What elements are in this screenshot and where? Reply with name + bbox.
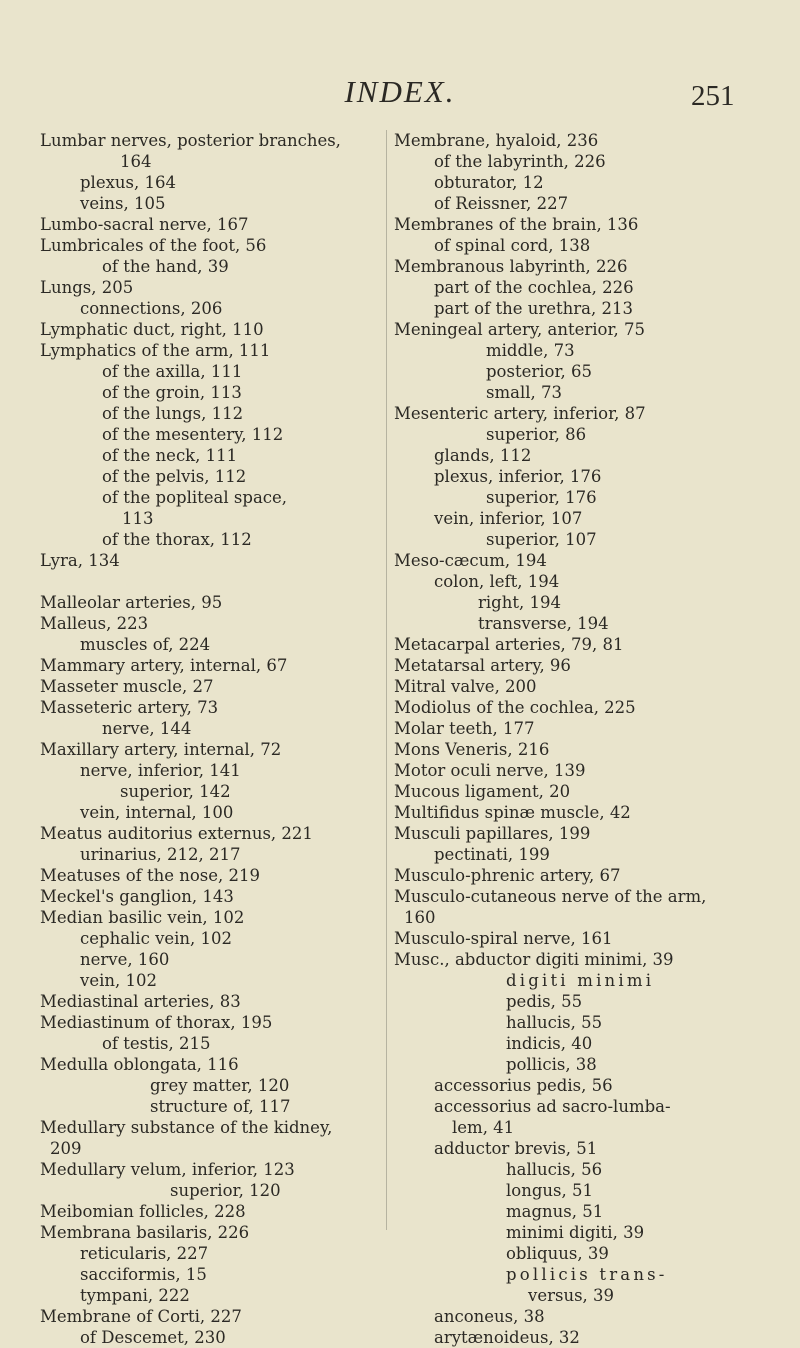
index-entry: middle, 73 xyxy=(486,341,575,360)
index-entry: part of the urethra, 213 xyxy=(434,299,633,318)
index-title: INDEX. xyxy=(344,74,456,109)
index-entry: Motor oculi nerve, 139 xyxy=(394,761,586,780)
index-entry: nerve, inferior, 141 xyxy=(80,761,241,780)
page-header xyxy=(0,74,800,114)
index-column-left xyxy=(40,130,380,1348)
index-entry: superior, 86 xyxy=(486,425,587,444)
index-entry: of the neck, 111 xyxy=(102,446,238,465)
index-entry: Meningeal artery, anterior, 75 xyxy=(394,320,646,339)
index-entry: superior, 176 xyxy=(486,488,597,507)
index-entry: Lyra, 134 xyxy=(40,551,120,570)
index-entry: Median basilic vein, 102 xyxy=(40,908,245,927)
index-entry: pectinati, 199 xyxy=(434,845,550,864)
index-column-right xyxy=(394,130,774,1348)
index-entry: grey matter, 120 xyxy=(150,1076,290,1095)
index-entry: of the hand, 39 xyxy=(102,257,229,276)
index-entry: Metacarpal arteries, 79, 81 xyxy=(394,635,624,654)
index-entry: Membrana basilaris, 226 xyxy=(40,1223,250,1242)
index-entry: Musculi papillares, 199 xyxy=(394,824,591,843)
index-entry: Lungs, 205 xyxy=(40,278,134,297)
index-entry: Medullary velum, inferior, 123 xyxy=(40,1160,295,1179)
index-entry: Masseter muscle, 27 xyxy=(40,677,214,696)
index-entry: veins, 105 xyxy=(80,194,166,213)
index-entry: 113 xyxy=(122,509,154,528)
index-spacer xyxy=(40,571,380,592)
index-entry: adductor brevis, 51 xyxy=(434,1139,598,1158)
index-entry: Musc., abductor digiti minimi, 39 xyxy=(394,950,674,969)
index-entry: accessorius ad sacro-lumba- xyxy=(434,1097,671,1116)
index-entry: Multifidus spinæ muscle, 42 xyxy=(394,803,631,822)
index-entry: nerve, 144 xyxy=(102,719,192,738)
index-entry: Membrane, hyaloid, 236 xyxy=(394,131,599,150)
index-entry: Molar teeth, 177 xyxy=(394,719,535,738)
index-entry: of the groin, 113 xyxy=(102,383,242,402)
index-entry: anconeus, 38 xyxy=(434,1307,545,1326)
index-entry: Lumbricales of the foot, 56 xyxy=(40,236,267,255)
index-entry: minimi digiti, 39 xyxy=(506,1223,645,1242)
index-entry: magnus, 51 xyxy=(506,1202,604,1221)
index-entry: lem, 41 xyxy=(452,1118,515,1137)
index-entry: of the pelvis, 112 xyxy=(102,467,247,486)
index-entry: Metatarsal artery, 96 xyxy=(394,656,571,675)
index-entry: transverse, 194 xyxy=(478,614,609,633)
index-entry: of the thorax, 112 xyxy=(102,530,252,549)
index-entry: Mucous ligament, 20 xyxy=(394,782,571,801)
index-entry: versus, 39 xyxy=(528,1286,615,1305)
page-number: 251 xyxy=(691,80,735,112)
index-entry: digiti minimi xyxy=(506,971,655,990)
index-entry: Musculo-spiral nerve, 161 xyxy=(394,929,613,948)
index-entry: superior, 120 xyxy=(170,1181,281,1200)
index-entry: Mediastinal arteries, 83 xyxy=(40,992,241,1011)
index-entry: accessorius pedis, 56 xyxy=(434,1076,613,1095)
index-entry: vein, internal, 100 xyxy=(80,803,234,822)
index-entry: superior, 142 xyxy=(120,782,231,801)
index-entry: hallucis, 56 xyxy=(506,1160,603,1179)
index-entry: of the lungs, 112 xyxy=(102,404,244,423)
index-entry: of the axilla, 111 xyxy=(102,362,243,381)
index-entry: Mitral valve, 200 xyxy=(394,677,537,696)
index-entry: Malleolar arteries, 95 xyxy=(40,593,223,612)
index-entry: Meatus auditorius externus, 221 xyxy=(40,824,313,843)
index-entry: of spinal cord, 138 xyxy=(434,236,591,255)
index-entry: vein, 102 xyxy=(80,971,157,990)
column-divider xyxy=(386,130,387,1230)
index-entry: indicis, 40 xyxy=(506,1034,593,1053)
index-entry: Musculo-phrenic artery, 67 xyxy=(394,866,621,885)
index-entry: Membranes of the brain, 136 xyxy=(394,215,639,234)
index-entry: urinarius, 212, 217 xyxy=(80,845,241,864)
index-entry: plexus, inferior, 176 xyxy=(434,467,602,486)
index-entry: Lumbo-sacral nerve, 167 xyxy=(40,215,249,234)
index-entry: Mediastinum of thorax, 195 xyxy=(40,1013,273,1032)
index-entry: reticularis, 227 xyxy=(80,1244,209,1263)
index-entry: Meibomian follicles, 228 xyxy=(40,1202,246,1221)
index-entry: vein, inferior, 107 xyxy=(434,509,583,528)
index-entry: nerve, 160 xyxy=(80,950,170,969)
index-entry: Maxillary artery, internal, 72 xyxy=(40,740,282,759)
index-entry: small, 73 xyxy=(486,383,562,402)
index-entry: 164 xyxy=(120,152,152,171)
index-entry: Medullary substance of the kidney, xyxy=(40,1118,333,1137)
index-entry: Mammary artery, internal, 67 xyxy=(40,656,288,675)
index-entry: Musculo-cutaneous nerve of the arm, xyxy=(394,887,707,906)
index-entry: Membranous labyrinth, 226 xyxy=(394,257,628,276)
index-entry: obturator, 12 xyxy=(434,173,544,192)
index-entry: posterior, 65 xyxy=(486,362,593,381)
index-entry: Mesenteric artery, inferior, 87 xyxy=(394,404,646,423)
index-entry: of the popliteal space, xyxy=(102,488,288,507)
index-entry: connections, 206 xyxy=(80,299,223,318)
index-entry: Meatuses of the nose, 219 xyxy=(40,866,261,885)
index-entry: 209 xyxy=(50,1139,82,1158)
index-entry: superior, 107 xyxy=(486,530,597,549)
index-entry: plexus, 164 xyxy=(80,173,176,192)
index-entry: colon, left, 194 xyxy=(434,572,560,591)
index-entry: Lymphatic duct, right, 110 xyxy=(40,320,264,339)
index-entry: of the labyrinth, 226 xyxy=(434,152,606,171)
index-entry: Meckel's ganglion, 143 xyxy=(40,887,234,906)
index-entry: 160 xyxy=(404,908,436,927)
index-entry: glands, 112 xyxy=(434,446,532,465)
index-entry: Masseteric artery, 73 xyxy=(40,698,219,717)
index-entry: pedis, 55 xyxy=(506,992,583,1011)
index-entry: Meso-cæcum, 194 xyxy=(394,551,547,570)
index-entry: muscles of, 224 xyxy=(80,635,211,654)
index-entry: right, 194 xyxy=(478,593,561,612)
index-entry: Lumbar nerves, posterior branches, xyxy=(40,131,341,150)
index-entry: cephalic vein, 102 xyxy=(80,929,233,948)
index-entry: of testis, 215 xyxy=(102,1034,211,1053)
index-entry: longus, 51 xyxy=(506,1181,593,1200)
index-entry: Lymphatics of the arm, 111 xyxy=(40,341,271,360)
index-entry: of the mesentery, 112 xyxy=(102,425,284,444)
index-entry: Modiolus of the cochlea, 225 xyxy=(394,698,636,717)
index-entry: pollicis trans- xyxy=(506,1265,668,1284)
index-entry: obliquus, 39 xyxy=(506,1244,609,1263)
index-entry: pollicis, 38 xyxy=(506,1055,597,1074)
index-entry: of Reissner, 227 xyxy=(434,194,569,213)
index-entry: sacciformis, 15 xyxy=(80,1265,207,1284)
index-entry: hallucis, 55 xyxy=(506,1013,603,1032)
index-entry: Malleus, 223 xyxy=(40,614,149,633)
index-entry: Medulla oblongata, 116 xyxy=(40,1055,239,1074)
index-entry: arytænoideus, 32 xyxy=(434,1328,580,1347)
index-entry: Mons Veneris, 216 xyxy=(394,740,550,759)
index-entry: of Descemet, 230 xyxy=(80,1328,226,1347)
index-entry: structure of, 117 xyxy=(150,1097,291,1116)
index-entry: Membrane of Corti, 227 xyxy=(40,1307,242,1326)
index-entry: tympani, 222 xyxy=(80,1286,190,1305)
index-entry: part of the cochlea, 226 xyxy=(434,278,634,297)
